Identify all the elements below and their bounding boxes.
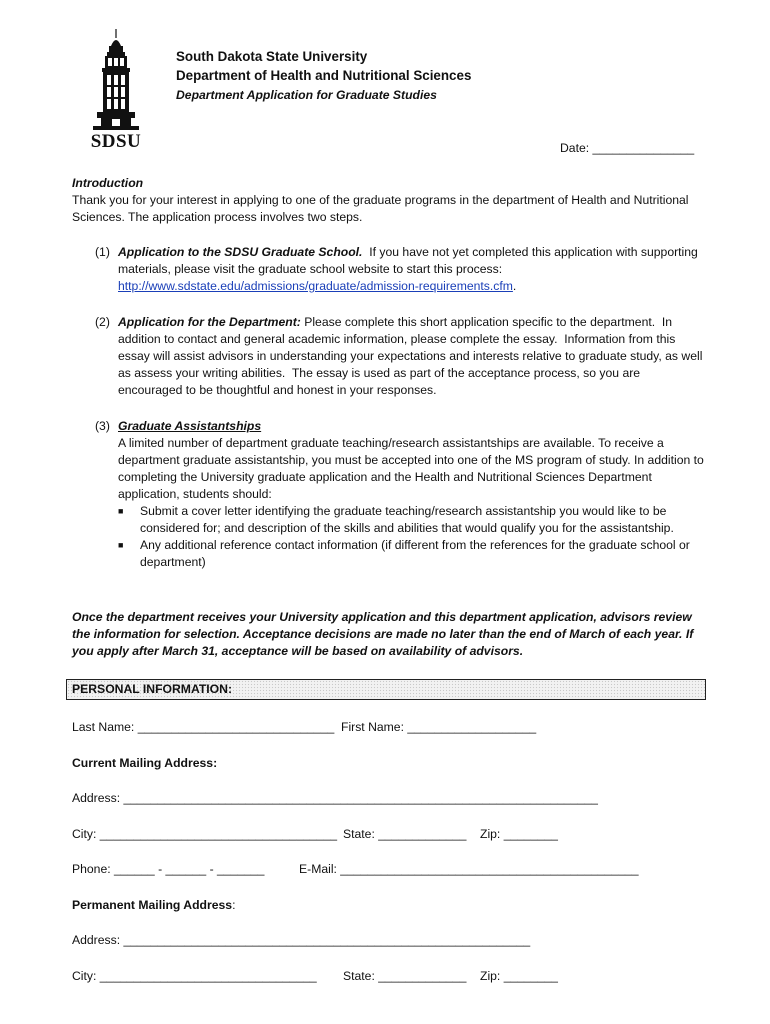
step-title: Graduate Assistantships: [118, 419, 262, 433]
permanent-state-field[interactable]: State: _____________: [343, 969, 467, 983]
list-item-text: Any additional reference contact information (if different from the references for the graduate school or department): [140, 538, 690, 569]
section-title: PERSONAL INFORMATION:: [72, 682, 233, 696]
permanent-heading-colon: :: [232, 898, 236, 912]
current-address-heading: Current Mailing Address:: [72, 756, 218, 770]
permanent-address-heading: [72, 897, 235, 914]
phone-field[interactable]: Phone: ______ - ______ - _______: [72, 862, 265, 876]
acceptance-note: Once the department receives your University application and this department application, advisors review the information for selection. Acceptance decisions are made no later than the end of March of each year. If you apply after March 31, acceptance will be based on availability of advisors.: [72, 610, 694, 658]
introduction: [72, 175, 702, 226]
list-item: [118, 537, 705, 571]
step-1: [95, 244, 705, 295]
step-text: If you have not yet completed this application with supporting materials, please visit the graduate school website to start this process:: [118, 245, 702, 276]
step-number: (2): [95, 315, 110, 329]
step-3: [95, 418, 705, 571]
current-state-field[interactable]: State: _____________: [343, 827, 467, 841]
permanent-city-field[interactable]: City: ________________________________: [72, 969, 317, 983]
date-field[interactable]: [560, 140, 694, 157]
permanent-address-field[interactable]: Address: ____________________________________________________________: [72, 933, 531, 947]
introduction-text: Thank you for your interest in applying to one of the graduate programs in the department of Health and Nutritional Sciences. The application process involves two steps.: [72, 193, 689, 224]
step-number: (1): [95, 245, 110, 259]
campanile-icon: [85, 28, 147, 132]
last-name-field[interactable]: Last Name: _____________________________: [72, 720, 335, 734]
list-item: [118, 503, 705, 537]
document-header: [176, 47, 471, 104]
personal-information-header: [66, 679, 706, 700]
step-title: Application for the Department:: [118, 315, 301, 329]
first-name-field[interactable]: First Name: ___________________: [341, 720, 537, 734]
step-title: Application to the SDSU Graduate School.: [118, 245, 363, 259]
step-text: A limited number of department graduate teaching/research assistantships are available. To receive a department graduate assistantship, you must be accepted into one of the MS program of study. In addition to completing the University graduate application and the Health and Nutritional Sciences Department application, students should:: [118, 436, 704, 501]
logo-wordmark: SDSU: [90, 131, 142, 152]
list-item-text: Submit a cover letter identifying the graduate teaching/research assistantship you would like to be considered for; and description of the skills and abilities that would qualify you for the assistantship.: [140, 504, 674, 535]
bullet-icon: ■: [118, 506, 124, 516]
sdsu-logo: [85, 28, 147, 150]
requirements-list: [118, 503, 705, 571]
introduction-heading: Introduction: [72, 176, 144, 190]
email-field[interactable]: E-Mail: ____________________________________________: [299, 862, 639, 876]
date-label: Date:: [560, 141, 590, 155]
step-text: Please complete this short application specific to the department. In addition to contact and general academic information, please complete the essay. Information from this essay will assist advisors in understanding your expectations and interests relative to graduate study, as well as assess your writing abilities. The essay is used as part of the acceptance process, so you are encouraged to be thoughtful and honest in your responses.: [118, 315, 706, 397]
permanent-heading-text: Permanent Mailing Address: [72, 898, 233, 912]
department-name: Department of Health and Nutritional Sciences: [176, 68, 472, 83]
document-subtitle: Department Application for Graduate Studies: [176, 88, 437, 102]
step-number: (3): [95, 419, 110, 433]
current-address-field[interactable]: Address: ______________________________________________________________________: [72, 791, 598, 805]
bullet-icon: ■: [118, 540, 124, 550]
graduate-school-link[interactable]: http://www.sdstate.edu/admissions/graduate/admission-requirements.cfm: [118, 279, 513, 293]
step-2: [95, 314, 705, 399]
permanent-zip-field[interactable]: Zip: ________: [480, 969, 558, 983]
date-blank[interactable]: _______________: [592, 141, 695, 155]
university-name: South Dakota State University: [176, 49, 368, 64]
current-zip-field[interactable]: Zip: ________: [480, 827, 558, 841]
link-period: .: [512, 279, 517, 293]
current-city-field[interactable]: City: ___________________________________: [72, 827, 337, 841]
